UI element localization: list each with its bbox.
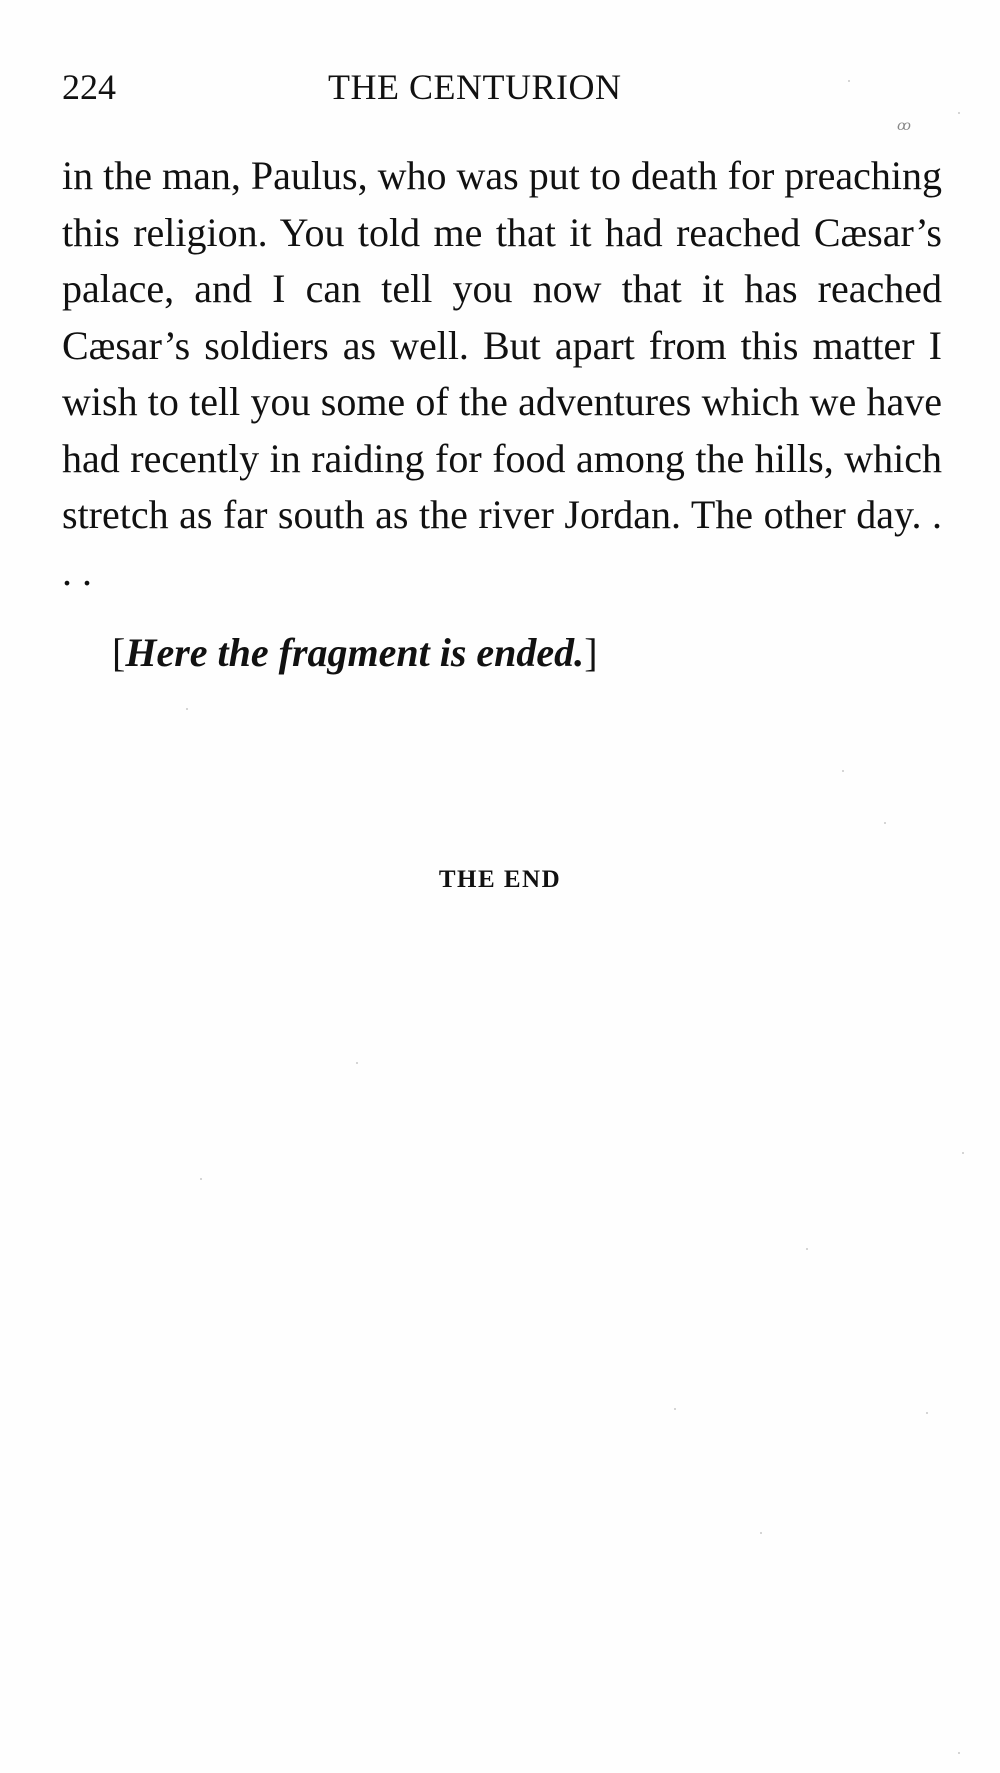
- paper-speck: [958, 1752, 960, 1754]
- paper-speck: [186, 708, 188, 710]
- paper-speck: [926, 1412, 928, 1414]
- running-head: THE CENTURION: [328, 67, 622, 107]
- paper-speck: [842, 770, 844, 772]
- page-header: [62, 62, 942, 112]
- page-number: 224: [62, 67, 116, 107]
- paper-speck: [674, 1408, 676, 1410]
- body-paragraph: in the man, Paulus, who was put to death for preaching this religion. You told me that it had reached Cæsar’s palace, and I can tell you now that it has reached Cæsar’s soldiers as well. But apart from this matter I wish to tell you some of the adventures which we have had recently in raiding for food among the hills, which stretch as far south as the river Jordan. The other day. . . .: [62, 153, 942, 594]
- paper-speck: [356, 1062, 358, 1064]
- paper-speck: [884, 822, 886, 824]
- paper-speck: [806, 1248, 808, 1250]
- paper-speck: [760, 1532, 762, 1534]
- paper-speck: [200, 1178, 202, 1180]
- open-bracket: [: [112, 630, 126, 675]
- close-bracket: ]: [584, 630, 598, 675]
- marginal-mark: ꝏ: [897, 119, 911, 134]
- fragment-note-text: Here the fragment is ended.: [125, 630, 585, 675]
- paper-speck: [848, 80, 850, 82]
- fragment-note: [112, 625, 598, 681]
- paper-speck: [962, 1152, 964, 1154]
- paper-speck: [958, 112, 960, 114]
- the-end-heading: THE END: [438, 866, 562, 893]
